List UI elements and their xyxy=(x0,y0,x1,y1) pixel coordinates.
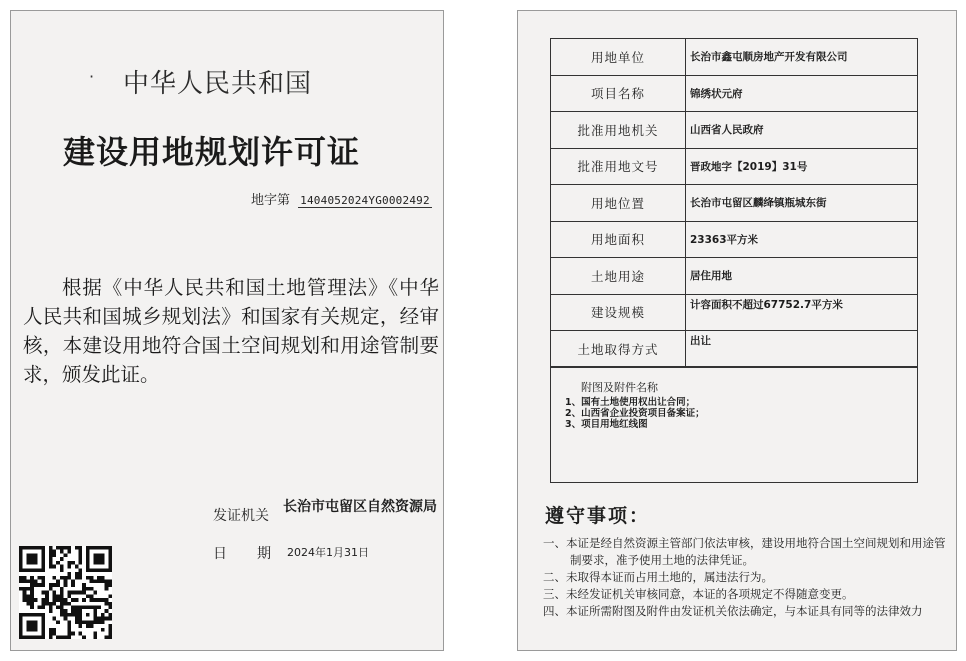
notice-item: 四、本证所需附图及附件由发证机关依法确定，与本证具有同等的法律效力 xyxy=(543,604,923,618)
info-row xyxy=(551,294,918,331)
decorative-dot: · xyxy=(89,67,95,86)
country-name: 中华人民共和国 xyxy=(123,69,313,99)
info-row-label: 用地单位 xyxy=(551,39,686,76)
notice-list xyxy=(543,535,949,620)
certificate-front-page xyxy=(10,10,444,651)
certificate-title: 建设用地规划许可证 xyxy=(63,133,361,171)
issuer-label: 发证机关 xyxy=(213,508,269,524)
date-value: 2024年1月31日 xyxy=(287,546,369,559)
info-row-label: 项目名称 xyxy=(551,75,686,112)
info-row xyxy=(551,331,918,368)
info-row-label: 批准用地机关 xyxy=(551,112,686,149)
info-row-value: 锦绣状元府 xyxy=(686,75,918,112)
certificate-number xyxy=(251,189,432,208)
date-label: 日期 xyxy=(213,546,301,562)
info-row xyxy=(551,258,918,295)
info-row-label: 土地取得方式 xyxy=(551,331,686,368)
attachments-list xyxy=(565,397,705,430)
info-row xyxy=(551,75,918,112)
land-info-table xyxy=(550,38,918,368)
info-row-label: 批准用地文号 xyxy=(551,148,686,185)
info-row xyxy=(551,148,918,185)
attachment-item: 2、山西省企业投资项目备案证； xyxy=(565,408,705,419)
info-row-value: 出让 xyxy=(686,331,918,368)
info-row xyxy=(551,221,918,258)
info-row-label: 建设规模 xyxy=(551,294,686,331)
attachment-item: 1、国有土地使用权出让合同； xyxy=(565,397,696,408)
notice-item: 三、未经发证机关审核同意，本证的各项规定不得随意变更。 xyxy=(543,587,854,601)
certificate-body-text: 根据《中华人民共和国土地管理法》《中华人民共和国城乡规划法》和国家有关规定，经审核，本建设用地符合国土空间规划和用途管制要求，颁发此证。 xyxy=(23,276,439,386)
info-row-value: 计容面积不超过67752.7平方米 xyxy=(686,294,918,331)
notice-item: 二、未取得本证而占用土地的，属违法行为。 xyxy=(543,570,773,584)
info-row xyxy=(551,112,918,149)
info-row-value: 长治市屯留区麟绛镇瓶城东街 xyxy=(686,185,918,222)
attachments-box xyxy=(550,366,918,483)
certificate-number-label: 地字第 xyxy=(251,193,291,208)
info-row-value: 长治市鑫屯顺房地产开发有限公司 xyxy=(686,39,918,76)
certificate-number-value: 1404052024YG0002492 xyxy=(300,194,430,207)
info-row-value: 晋政地字【2019】31号 xyxy=(686,148,918,185)
issue-date xyxy=(213,543,369,563)
info-row-value: 23363平方米 xyxy=(686,221,918,258)
notice-title: 遵守事项： xyxy=(545,505,651,527)
info-row-label: 土地用途 xyxy=(551,258,686,295)
qr-code-icon xyxy=(19,546,112,639)
certificate-detail-page xyxy=(517,10,957,651)
issuer-value: 长治市屯留区自然资源局 xyxy=(283,499,437,515)
info-row-label: 用地位置 xyxy=(551,185,686,222)
info-row xyxy=(551,39,918,76)
notice-item: 一、本证是经自然资源主管部门依法审核，建设用地符合国土空间规划和用途管制要求，准予使用土地的法律凭证。 xyxy=(543,536,946,567)
info-row-value: 山西省人民政府 xyxy=(686,112,918,149)
info-row xyxy=(551,185,918,222)
info-row-value: 居住用地 xyxy=(686,258,918,295)
attachment-item: 3、项目用地红线图 xyxy=(565,419,648,430)
attachments-title: 附图及附件名称 xyxy=(581,381,658,394)
info-row-label: 用地面积 xyxy=(551,221,686,258)
